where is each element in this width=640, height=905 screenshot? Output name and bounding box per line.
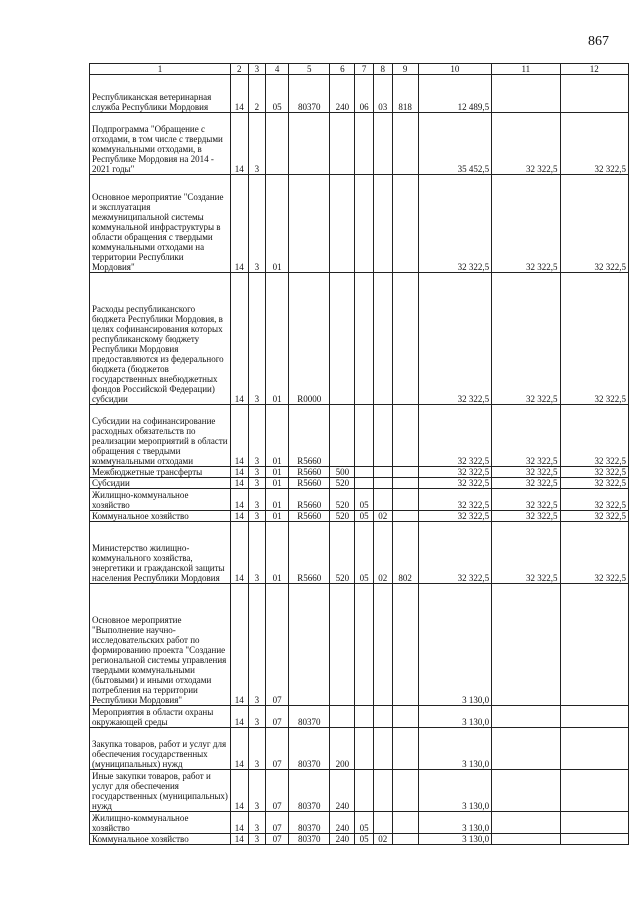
code-cell: 3 [248, 489, 266, 511]
amount-cell [560, 706, 628, 728]
amount-cell: 32 322,5 [418, 522, 492, 584]
code-cell: 500 [330, 467, 355, 478]
table-row [90, 511, 629, 522]
column-header: 6 [330, 64, 355, 75]
amount-cell: 3 130,0 [418, 728, 492, 770]
code-cell: 02 [373, 522, 392, 584]
table-row [90, 175, 629, 273]
code-cell: 05 [355, 834, 374, 845]
code-cell [392, 467, 418, 478]
amount-cell: 32 322,5 [560, 273, 628, 405]
row-label: Основное мероприятие "Создание и эксплуатация межмуниципальной системы коммунальной инфраструктуры в области обращения с твердыми коммунальными отходами на территории Республики Мордовия" [90, 175, 231, 273]
code-cell: 14 [230, 834, 248, 845]
code-cell [392, 405, 418, 467]
column-header: 3 [248, 64, 266, 75]
code-cell: 520 [330, 511, 355, 522]
amount-cell [560, 812, 628, 834]
page-number: 867 [588, 34, 609, 49]
column-header: 10 [418, 64, 492, 75]
amount-cell [492, 812, 560, 834]
code-cell [355, 273, 374, 405]
table-row [90, 75, 629, 113]
table-row [90, 728, 629, 770]
code-cell: 3 [248, 728, 266, 770]
code-cell [392, 706, 418, 728]
code-cell [392, 511, 418, 522]
code-cell [330, 706, 355, 728]
code-cell: R5660 [288, 489, 329, 511]
code-cell: 240 [330, 770, 355, 812]
row-label: Республиканская ветеринарная служба Республики Мордовия [90, 75, 231, 113]
code-cell: 07 [266, 834, 289, 845]
code-cell [355, 113, 374, 175]
code-cell: 14 [230, 113, 248, 175]
code-cell: 240 [330, 834, 355, 845]
code-cell [330, 113, 355, 175]
column-header: 2 [230, 64, 248, 75]
code-cell [288, 584, 329, 706]
amount-cell: 3 130,0 [418, 770, 492, 812]
code-cell: 240 [330, 812, 355, 834]
amount-cell: 32 322,5 [418, 467, 492, 478]
code-cell: 01 [266, 175, 289, 273]
code-cell [373, 770, 392, 812]
code-cell: 01 [266, 511, 289, 522]
code-cell [392, 770, 418, 812]
column-header: 11 [492, 64, 560, 75]
code-cell: R5660 [288, 405, 329, 467]
code-cell [373, 706, 392, 728]
amount-cell: 32 322,5 [418, 273, 492, 405]
amount-cell [560, 728, 628, 770]
column-header: 7 [355, 64, 374, 75]
code-cell: 14 [230, 467, 248, 478]
code-cell [392, 584, 418, 706]
code-cell [392, 812, 418, 834]
amount-cell: 3 130,0 [418, 812, 492, 834]
code-cell [266, 113, 289, 175]
code-cell: 01 [266, 478, 289, 489]
code-cell: 14 [230, 489, 248, 511]
code-cell [373, 812, 392, 834]
code-cell [330, 405, 355, 467]
code-cell: R5660 [288, 478, 329, 489]
code-cell: 802 [392, 522, 418, 584]
code-cell [373, 113, 392, 175]
code-cell: 06 [355, 75, 374, 113]
code-cell [373, 728, 392, 770]
code-cell: 01 [266, 489, 289, 511]
code-cell: 3 [248, 834, 266, 845]
code-cell: 80370 [288, 728, 329, 770]
row-label: Субсидии на софинансирование расходных обязательств по реализации мероприятий в области обращения с твердыми коммунальными отходами [90, 405, 231, 467]
code-cell: 520 [330, 478, 355, 489]
code-cell [330, 273, 355, 405]
code-cell: 80370 [288, 834, 329, 845]
row-label: Коммунальное хозяйство [90, 834, 231, 845]
code-cell: 14 [230, 75, 248, 113]
code-cell [355, 728, 374, 770]
amount-cell: 32 322,5 [418, 478, 492, 489]
row-label: Расходы республиканского бюджета Республики Мордовия, в целях софинансирования которых республиканскому бюджету Республики Мордовия предоставляются из федерального бюджета (бюджетов государственных внебюджетных фондов Российской Федерации) субсидии [90, 273, 231, 405]
table-row [90, 405, 629, 467]
amount-cell [492, 584, 560, 706]
row-label: Субсидии [90, 478, 231, 489]
table-row [90, 812, 629, 834]
amount-cell: 35 452,5 [418, 113, 492, 175]
code-cell: 14 [230, 706, 248, 728]
table-row [90, 478, 629, 489]
amount-cell: 32 322,5 [492, 511, 560, 522]
code-cell [355, 584, 374, 706]
amount-cell: 32 322,5 [560, 522, 628, 584]
code-cell: 80370 [288, 812, 329, 834]
code-cell [373, 489, 392, 511]
amount-cell: 32 322,5 [418, 405, 492, 467]
column-header: 8 [373, 64, 392, 75]
table-row [90, 706, 629, 728]
table-row [90, 113, 629, 175]
amount-cell [492, 75, 560, 113]
amount-cell: 32 322,5 [492, 522, 560, 584]
code-cell: 07 [266, 812, 289, 834]
code-cell: 14 [230, 812, 248, 834]
table-row [90, 834, 629, 845]
amount-cell: 32 322,5 [560, 489, 628, 511]
amount-cell: 3 130,0 [418, 706, 492, 728]
code-cell: 3 [248, 175, 266, 273]
table-row [90, 489, 629, 511]
row-label: Закупка товаров, работ и услуг для обеспечения государственных (муниципальных) нужд [90, 728, 231, 770]
table-row [90, 522, 629, 584]
code-cell: 07 [266, 728, 289, 770]
amount-cell: 32 322,5 [560, 405, 628, 467]
amount-cell [492, 728, 560, 770]
code-cell: 3 [248, 478, 266, 489]
row-label: Межбюджетные трансферты [90, 467, 231, 478]
column-header: 1 [90, 64, 231, 75]
code-cell [392, 175, 418, 273]
code-cell: 01 [266, 273, 289, 405]
row-label: Жилищно-коммунальное хозяйство [90, 489, 231, 511]
table-row [90, 770, 629, 812]
code-cell: R0000 [288, 273, 329, 405]
code-cell: 14 [230, 273, 248, 405]
code-cell: 01 [266, 522, 289, 584]
code-cell: 14 [230, 511, 248, 522]
amount-cell: 32 322,5 [418, 175, 492, 273]
code-cell: 05 [355, 812, 374, 834]
code-cell: 03 [373, 75, 392, 113]
amount-cell: 3 130,0 [418, 834, 492, 845]
amount-cell [560, 770, 628, 812]
code-cell: 818 [392, 75, 418, 113]
code-cell: 14 [230, 478, 248, 489]
code-cell [330, 175, 355, 273]
code-cell: 05 [355, 489, 374, 511]
code-cell: 01 [266, 467, 289, 478]
code-cell: 14 [230, 405, 248, 467]
amount-cell [492, 706, 560, 728]
table-row [90, 273, 629, 405]
code-cell [373, 467, 392, 478]
code-cell: 3 [248, 706, 266, 728]
code-cell: 80370 [288, 706, 329, 728]
column-header: 12 [560, 64, 628, 75]
row-label: Основное мероприятие "Выполнение научно-исследовательских работ по формированию проекта "Создание региональной системы управления твердыми коммунальными (бытовыми) и иными отходами потребления на территории Республики Мордовия" [90, 584, 231, 706]
code-cell: 3 [248, 770, 266, 812]
amount-cell: 12 489,5 [418, 75, 492, 113]
code-cell: 200 [330, 728, 355, 770]
code-cell [355, 467, 374, 478]
code-cell [392, 273, 418, 405]
table-row [90, 584, 629, 706]
code-cell [330, 584, 355, 706]
code-cell: 14 [230, 728, 248, 770]
code-cell [373, 478, 392, 489]
code-cell: R5660 [288, 522, 329, 584]
code-cell [392, 113, 418, 175]
table-row [90, 467, 629, 478]
code-cell [392, 834, 418, 845]
code-cell: 05 [355, 511, 374, 522]
amount-cell: 32 322,5 [492, 478, 560, 489]
table-header-row [90, 64, 629, 75]
code-cell: 3 [248, 273, 266, 405]
amount-cell: 32 322,5 [560, 478, 628, 489]
amount-cell: 32 322,5 [492, 175, 560, 273]
code-cell: 14 [230, 770, 248, 812]
amount-cell: 32 322,5 [418, 511, 492, 522]
column-header: 9 [392, 64, 418, 75]
code-cell [373, 584, 392, 706]
code-cell [355, 175, 374, 273]
row-label: Мероприятия в области охраны окружающей среды [90, 706, 231, 728]
code-cell [373, 273, 392, 405]
amount-cell [560, 834, 628, 845]
code-cell: 520 [330, 489, 355, 511]
amount-cell: 3 130,0 [418, 584, 492, 706]
code-cell: 01 [266, 405, 289, 467]
amount-cell: 32 322,5 [560, 467, 628, 478]
amount-cell: 32 322,5 [492, 113, 560, 175]
code-cell: R5660 [288, 467, 329, 478]
code-cell: 3 [248, 405, 266, 467]
column-header: 4 [266, 64, 289, 75]
amount-cell: 32 322,5 [492, 405, 560, 467]
code-cell: 3 [248, 522, 266, 584]
code-cell: 05 [266, 75, 289, 113]
code-cell [392, 478, 418, 489]
code-cell: 3 [248, 511, 266, 522]
code-cell: 02 [373, 511, 392, 522]
code-cell [288, 175, 329, 273]
amount-cell: 32 322,5 [492, 489, 560, 511]
code-cell: 3 [248, 584, 266, 706]
amount-cell: 32 322,5 [492, 273, 560, 405]
amount-cell: 32 322,5 [560, 511, 628, 522]
code-cell [355, 405, 374, 467]
amount-cell: 32 322,5 [560, 175, 628, 273]
code-cell: 80370 [288, 75, 329, 113]
row-label: Министерство жилищно-коммунального хозяйства, энергетики и гражданской защиты населения Республики Мордовия [90, 522, 231, 584]
row-label: Жилищно-коммунальное хозяйство [90, 812, 231, 834]
code-cell [355, 706, 374, 728]
code-cell: 05 [355, 522, 374, 584]
code-cell: 14 [230, 175, 248, 273]
row-label: Иные закупки товаров, работ и услуг для обеспечения государственных (муниципальных) нужд [90, 770, 231, 812]
code-cell [355, 770, 374, 812]
amount-cell: 32 322,5 [560, 113, 628, 175]
code-cell: 2 [248, 75, 266, 113]
code-cell: 07 [266, 706, 289, 728]
code-cell: 14 [230, 522, 248, 584]
code-cell: 80370 [288, 770, 329, 812]
amount-cell [492, 834, 560, 845]
code-cell: 02 [373, 834, 392, 845]
amount-cell [560, 75, 628, 113]
code-cell: 3 [248, 467, 266, 478]
code-cell: 3 [248, 812, 266, 834]
code-cell: 07 [266, 770, 289, 812]
amount-cell [560, 584, 628, 706]
amount-cell [492, 770, 560, 812]
code-cell: 520 [330, 522, 355, 584]
code-cell [373, 405, 392, 467]
code-cell: 240 [330, 75, 355, 113]
code-cell [373, 175, 392, 273]
column-header: 5 [288, 64, 329, 75]
amount-cell: 32 322,5 [418, 489, 492, 511]
code-cell [288, 113, 329, 175]
budget-table [89, 63, 629, 845]
row-label: Коммунальное хозяйство [90, 511, 231, 522]
row-label: Подпрограмма "Обращение с отходами, в том числе с твердыми коммунальными отходами, в Республике Мордовия на 2014 - 2021 годы" [90, 113, 231, 175]
code-cell: R5660 [288, 511, 329, 522]
code-cell [355, 478, 374, 489]
code-cell [392, 728, 418, 770]
code-cell: 3 [248, 113, 266, 175]
code-cell [392, 489, 418, 511]
amount-cell: 32 322,5 [492, 467, 560, 478]
code-cell: 14 [230, 584, 248, 706]
code-cell: 07 [266, 584, 289, 706]
